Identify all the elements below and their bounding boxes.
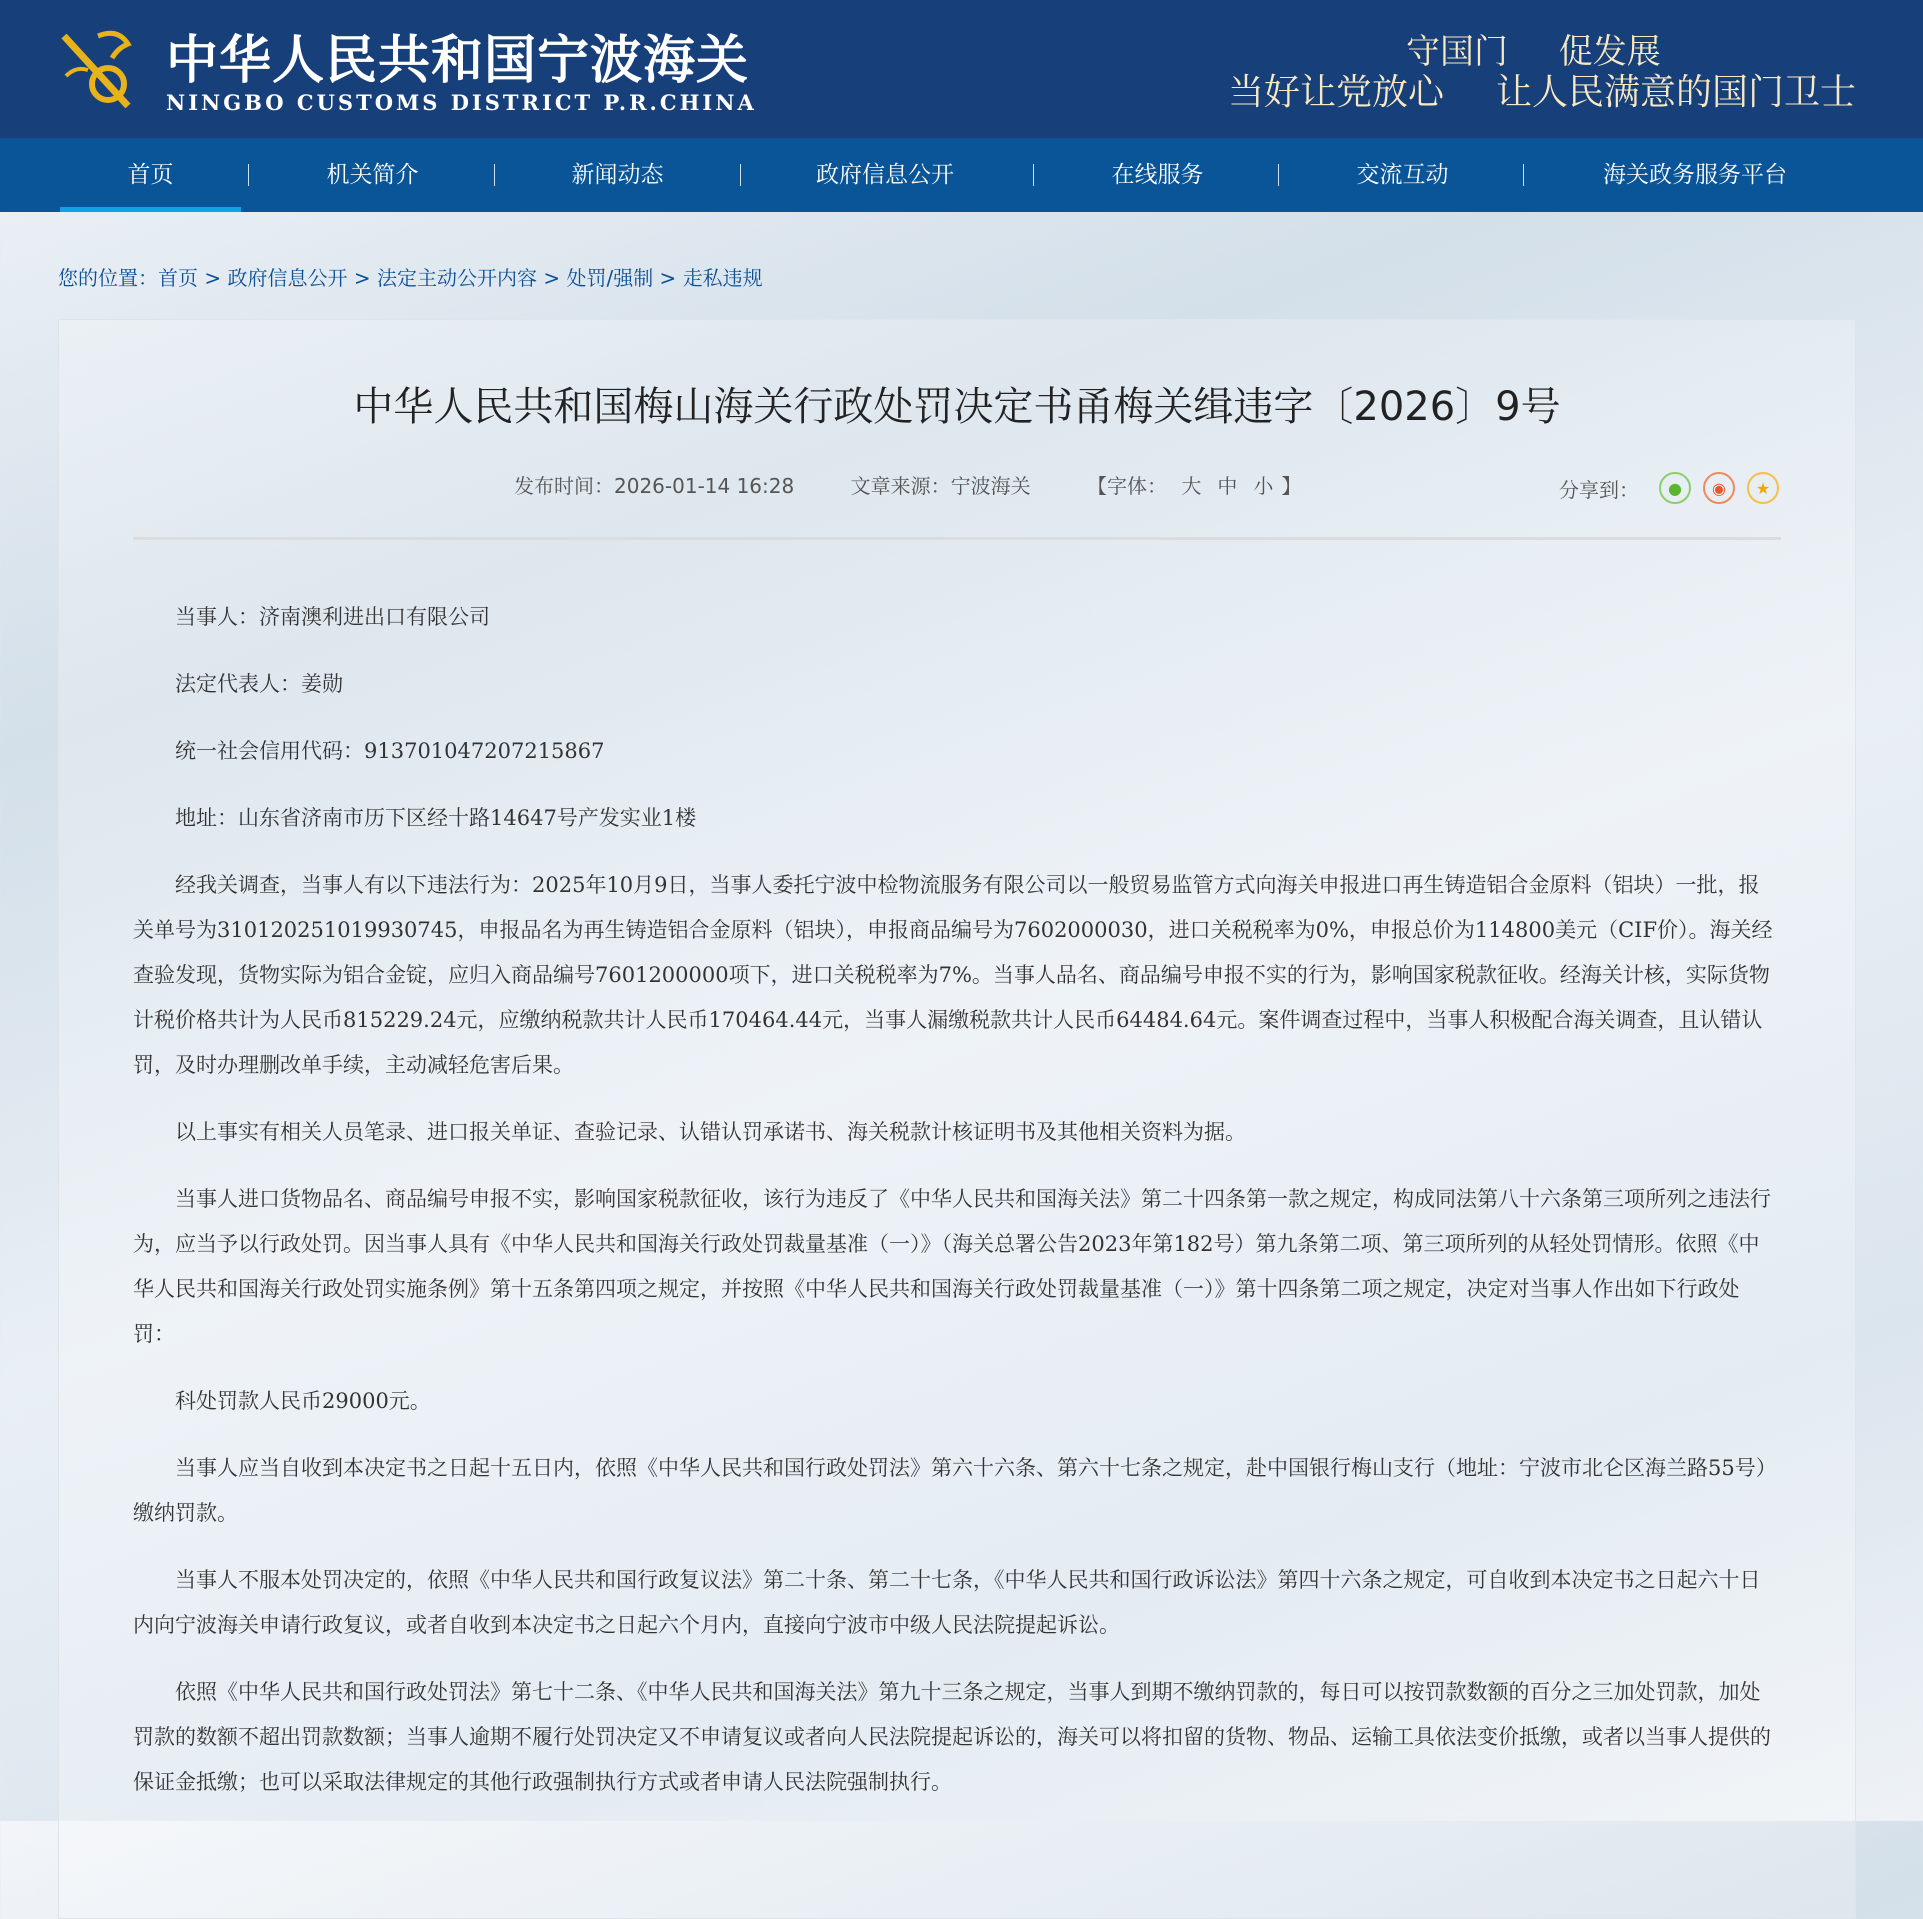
article-body <box>133 595 1779 1827</box>
payment-paragraph: 当事人应当自收到本决定书之日起十五日内，依照《中华人民共和国行政处罚法》第六十六条、第六十七条之规定，赴中国银行梅山支行（地址：宁波市北仑区海兰路55号）缴纳罚款。 <box>133 1456 1777 1525</box>
nav-divider <box>1033 164 1034 186</box>
nav-divider <box>248 164 249 186</box>
customs-emblem-icon <box>58 26 150 116</box>
font-size-control <box>1087 474 1301 498</box>
site-subtitle: NINGBO CUSTOMS DISTRICT P.R.CHINA <box>166 90 757 115</box>
nav-interaction[interactable]: 交流互动 <box>1356 162 1449 188</box>
site-title[interactable]: 中华人民共和国宁波海关 <box>166 30 750 91</box>
nav-about[interactable]: 机关简介 <box>326 162 419 188</box>
slogan-part-a: 当好让党放心 <box>1228 72 1445 113</box>
breadcrumb-smuggling[interactable]: 走私违规 <box>682 266 763 290</box>
article-meta <box>514 470 1301 499</box>
breadcrumb-sep: > <box>198 266 228 290</box>
article-title: 中华人民共和国梅山海关行政处罚决定书甬梅关缉违字〔2026〕9号 <box>353 384 1561 430</box>
nav-divider <box>1278 164 1279 186</box>
article-source: 文章来源：宁波海关 <box>850 474 1031 498</box>
investigation-paragraph: 经我关调查，当事人有以下违法行为：2025年10月9日，当事人委托宁波中检物流服务有限公司以一般贸易监管方式向海关申报进口再生铸造铝合金原料（铝块）一批，报关单号为310120251019930745，申报品名为再生铸造铝合金原料（铝块），申报商品编号为7602000030，进口关税税率为0%，申报总价为114800美元（CIF价）。海关经查验发现，货物实际为铝合金锭，应归入商品编号7601200000项下，进口关税税率为7%。当事人品名、商品编号申报不实的行为，影响国家税款征收。经海关计核，实际货物计税价格共计为人民币815229.24元，应缴纳税款共计人民币170464.44元，当事人漏缴税款共计人民币64484.64元。案件调查过程中，当事人积极配合海关调查，且认错认罚，及时办理删改单手续，主动减轻危害后果。 <box>133 873 1773 1077</box>
breadcrumb-home[interactable]: 首页 <box>158 266 198 290</box>
breadcrumb-sep: > <box>653 266 683 290</box>
font-small-button[interactable]: 小 <box>1253 474 1274 498</box>
share-label: 分享到： <box>1559 477 1639 502</box>
legal-representative: 法定代表人：姜勋 <box>175 672 343 696</box>
penalty-paragraph: 科处罚款人民币29000元。 <box>175 1389 431 1413</box>
breadcrumb-statutory[interactable]: 法定主动公开内容 <box>376 266 537 290</box>
nav-home[interactable]: 首页 <box>60 138 241 212</box>
nav-service-platform[interactable]: 海关政务服务平台 <box>1603 162 1787 188</box>
breadcrumb-sep: > <box>536 266 567 290</box>
party-name: 当事人：济南澳利进出口有限公司 <box>175 605 490 629</box>
publish-time: 发布时间：2026-01-14 16:28 <box>514 474 795 498</box>
slogan-line-2 <box>1228 64 1856 115</box>
font-large-button[interactable]: 大 <box>1181 474 1202 498</box>
font-label: 【字体： <box>1086 474 1167 498</box>
slogan-part-b: 让人民满意的国门卫士 <box>1496 72 1857 113</box>
nav-divider <box>740 164 741 186</box>
breadcrumb-penalty[interactable]: 处罚/强制 <box>566 266 654 290</box>
breadcrumb-gov-info[interactable]: 政府信息公开 <box>227 266 348 290</box>
nav-online-service[interactable]: 在线服务 <box>1111 162 1204 188</box>
appeal-paragraph: 当事人不服本处罚决定的，依照《中华人民共和国行政复议法》第二十条、第二十七条，《中华人民共和国行政诉讼法》第四十六条之规定，可自收到本决定书之日起六十日内向宁波海关申请行政复议，或者自收到本决定书之日起六个月内，直接向宁波市中级人民法院提起诉讼。 <box>133 1568 1761 1637</box>
wechat-share-icon[interactable]: ● <box>1659 472 1691 504</box>
slogan-line-1: 守国门 促发展 <box>1406 32 1661 72</box>
article-container <box>58 319 1856 1919</box>
weibo-share-icon[interactable]: ◉ <box>1703 472 1735 504</box>
nav-news[interactable]: 新闻动态 <box>571 162 664 188</box>
favorite-star-icon[interactable]: ★ <box>1747 472 1779 504</box>
nav-divider <box>494 164 495 186</box>
address: 地址：山东省济南市历下区经十路14647号产发实业1楼 <box>175 806 697 830</box>
nav-gov-info[interactable]: 政府信息公开 <box>816 162 954 188</box>
legal-basis-paragraph: 当事人进口货物品名、商品编号申报不实，影响国家税款征收，该行为违反了《中华人民共和国海关法》第二十四条第一款之规定，构成同法第八十六条第三项所列之违法行为，应当予以行政处罚。因当事人具有《中华人民共和国海关行政处罚裁量基准（一）》（海关总署公告2023年第182号）第九条第二项、第三项所列的从轻处罚情形。依照《中华人民共和国海关行政处罚实施条例》第十五条第四项之规定，并按照《中华人民共和国海关行政处罚裁量基准（一）》第十四条第二项之规定，决定对当事人作出如下行政处罚： <box>133 1187 1771 1346</box>
enforcement-paragraph: 依照《中华人民共和国行政处罚法》第七十二条、《中华人民共和国海关法》第九十三条之规定，当事人到期不缴纳罚款的，每日可以按罚款数额的百分之三加处罚款，加处罚款的数额不超出罚款数额；当事人逾期不履行处罚决定又不申请复议或者向人民法院提起诉讼的，海关可以将扣留的货物、物品、运输工具依法变价抵缴，或者以当事人提供的保证金抵缴；也可以采取法律规定的其他行政强制执行方式或者申请人民法院强制执行。 <box>133 1680 1771 1794</box>
breadcrumb-label: 您的位置： <box>58 266 158 290</box>
share-bar <box>1559 472 1779 504</box>
main-nav <box>0 138 1923 212</box>
breadcrumb-sep: > <box>347 266 377 290</box>
font-end: 】 <box>1281 474 1302 498</box>
site-header <box>0 0 1923 138</box>
evidence-paragraph: 以上事实有相关人员笔录、进口报关单证、查验记录、认错认罚承诺书、海关税款计核证明书及其他相关资料为据。 <box>175 1120 1246 1144</box>
title-divider <box>133 537 1781 540</box>
font-medium-button[interactable]: 中 <box>1217 474 1238 498</box>
nav-divider <box>1523 164 1524 186</box>
credit-code: 统一社会信用代码：913701047207215867 <box>175 739 605 763</box>
breadcrumb <box>58 262 763 291</box>
